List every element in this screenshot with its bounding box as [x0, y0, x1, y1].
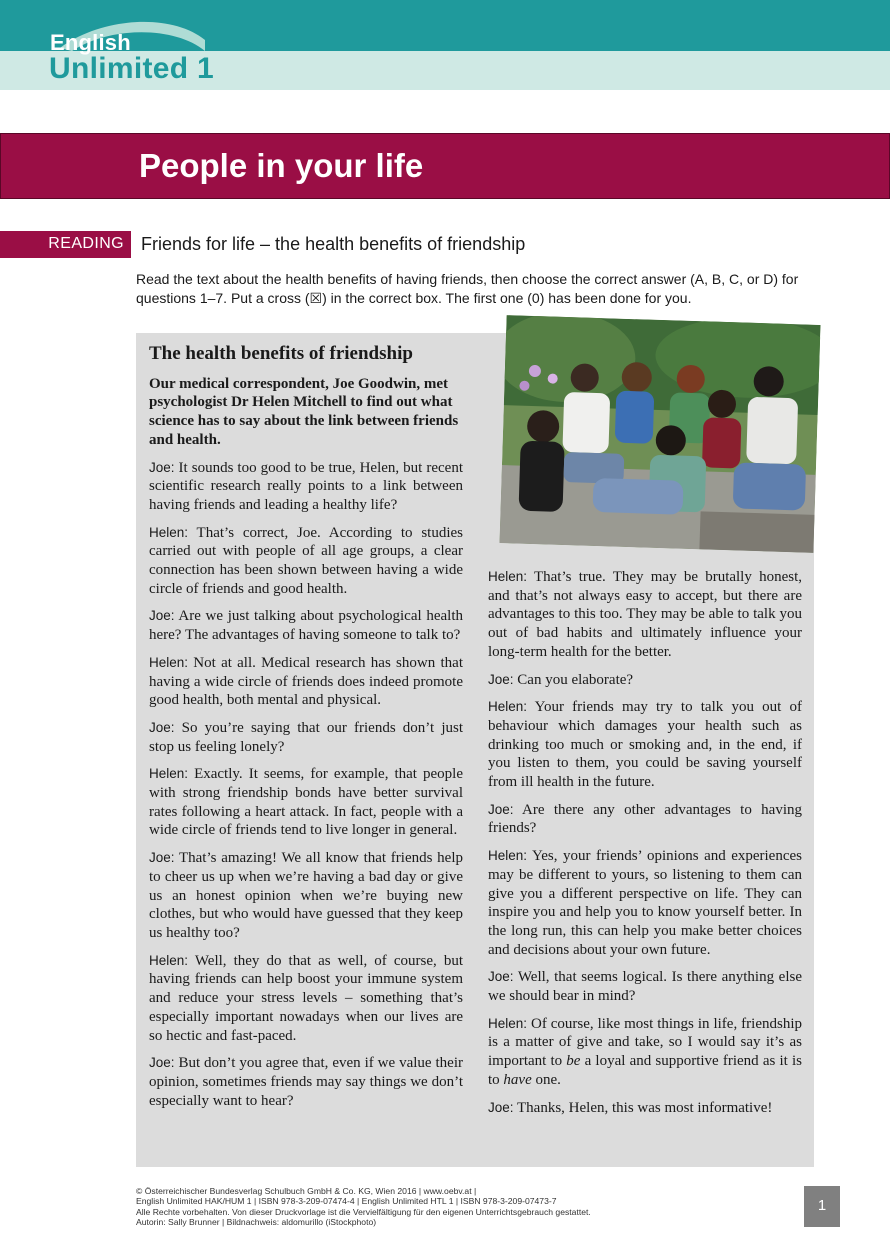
article-right-column — [488, 568, 802, 1126]
header-band — [0, 0, 890, 90]
dialogue-line — [149, 654, 463, 710]
dialogue-text: So you’re saying that our friends don’t just stop us feeling lonely? — [149, 719, 463, 755]
reading-tag — [0, 231, 131, 258]
dialogue-line — [149, 1054, 463, 1110]
speaker-label: Joe: — [488, 969, 514, 985]
dialogue-line — [488, 1099, 802, 1118]
dialogue-text: Your friends may try to talk you out of behaviour which damages your health such as drinking too much or smoking and, in the end, if you listen to them, you could be saving yourself from ill health in the future. — [488, 699, 802, 791]
section-title: Friends for life – the health benefits of friendship — [141, 234, 526, 254]
speaker-label: Joe: — [488, 671, 514, 687]
dialogue-line — [488, 568, 802, 662]
reading-tag-label: READING — [48, 235, 124, 252]
speaker-label: Helen: — [149, 524, 189, 540]
dialogue-text: Are there any other advantages to having friends? — [488, 801, 802, 837]
dialogue-line — [149, 952, 463, 1046]
dialogue-text: That’s correct, Joe. According to studies carried out with people of all age groups, a clear connection has been shown between having a wide circle of friends and good health. — [149, 524, 463, 597]
dialogue-line — [488, 801, 802, 838]
dialogue-line — [488, 1015, 802, 1090]
speaker-label: Joe: — [149, 850, 175, 866]
dialogue-line — [149, 607, 463, 644]
speaker-label: Joe: — [149, 459, 175, 475]
footer-line: Alle Rechte vorbehalten. Von dieser Druckvorlage ist die Vervielfältigung für den eigenen Unterrichtsgebrauch gestattet. — [136, 1206, 591, 1217]
article-intro: Our medical correspondent, Joe Goodwin, met psychologist Dr Helen Mitchell to find out what science has to say about the link between friends and health. — [149, 375, 459, 448]
dialogue-text: Yes, your friends’ opinions and experiences may be different to yours, so listening to them can give you a different perspective on life. They can inspire you and help you to know yourself better. In the long run, this can help you make better choices and decisions about your own future. — [488, 848, 802, 958]
page-title: People in your life — [139, 147, 424, 184]
speaker-label: Helen: — [149, 766, 189, 782]
footer-line: English Unlimited HAK/HUM 1 | ISBN 978-3-209-07474-4 | English Unlimited HTL 1 | ISBN 978-3-209-07473-7 — [136, 1196, 557, 1207]
page-number: 1 — [817, 1197, 827, 1214]
dialogue-line — [488, 847, 802, 959]
dialogue-text: Not at all. Medical research has shown that having a wide circle of friends does indeed promote good health, both mental and physical. — [149, 654, 463, 709]
dialogue-line — [488, 968, 802, 1005]
dialogue-text: That’s true. They may be brutally honest, and that’s not always easy to accept, but there are advantages to this too. They may be able to talk you out of bad habits and ultimately influence your long-term health for the better. — [488, 569, 802, 660]
dialogue-text: one. — [531, 1071, 561, 1088]
speaker-label: Helen: — [149, 952, 189, 968]
dialogue-text: Well, that seems logical. Is there anything else we should bear in mind? — [488, 969, 802, 1005]
dialogue-text: a loyal and supportive friend as it is to — [488, 1053, 802, 1088]
dialogue-text: That’s amazing! We all know that friends help to cheer us up when we’re having a bad day or give us an honest opinion when we’re buying new clothes, but who would have guessed that they keep us healthy too? — [149, 850, 463, 941]
dialogue-text: Well, they do that as well, of course, but having friends can help boost your immune system and reduce your stress levels – something that’s especially important nowadays when our lives are so hectic and fast-paced. — [149, 952, 463, 1044]
dialogue-line — [488, 671, 802, 690]
dialogue-line — [149, 524, 463, 599]
dialogue-line — [149, 459, 463, 515]
speaker-label: Helen: — [149, 654, 189, 670]
article-title: The health benefits of friendship — [149, 343, 413, 364]
logo-english: English — [50, 30, 131, 55]
dialogue-text: Are we just talking about psychological health here? The advantages of having someone to talk to? — [149, 608, 463, 644]
footer-line: © Österreichischer Bundesverlag Schulbuch GmbH & Co. KG, Wien 2016 | www.oebv.at | — [136, 1186, 477, 1196]
speaker-label: Joe: — [149, 608, 175, 624]
dialogue-text: Exactly. It seems, for example, that people with strong friendship bonds have better survival rates following a heart attack. In fact, people with a wide circle of friends tend to live longer in general. — [149, 766, 463, 839]
speaker-label: Helen: — [488, 848, 528, 864]
dialogue-line — [149, 849, 463, 943]
article-left-column — [149, 345, 463, 1119]
dialogue-text: But don’t you agree that, even if we value their opinion, sometimes friends may say things we don’t especially want to hear? — [149, 1055, 463, 1109]
dialogue-line — [149, 719, 463, 756]
dialogue-text: It sounds too good to be true, Helen, but recent scientific research really points to a link between having friends and leading a healthy life? — [149, 459, 463, 513]
speaker-label: Helen: — [488, 1015, 528, 1031]
speaker-label: Helen: — [488, 569, 528, 584]
speaker-label: Joe: — [149, 1055, 175, 1071]
dialogue-line — [488, 698, 802, 792]
task-instructions: Read the text about the health benefits of having friends, then choose the correct answer (A, B, C, or D) for questions 1–7. Put a cross (☒) in the correct box. The first one (0) has been done for you. — [136, 271, 799, 306]
left-dialogue — [149, 459, 463, 1111]
footer-line: Autorin: Sally Brunner | Bildnachweis: aldomurillo (iStockphoto) — [136, 1217, 377, 1228]
dialogue-text: Of course, like most things in life, friendship is a matter of give and take, so I would say it’s as important to — [488, 1015, 802, 1070]
logo-unlimited: Unlimited 1 — [49, 52, 214, 85]
friends-photo — [499, 315, 820, 553]
speaker-label: Helen: — [488, 699, 528, 715]
copyright-footer — [136, 1186, 776, 1228]
emphasis-be: be — [566, 1053, 581, 1070]
page-number-box — [804, 1186, 840, 1227]
dialogue-line — [149, 765, 463, 840]
emphasis-have: have — [503, 1071, 532, 1088]
speaker-label: Joe: — [488, 801, 514, 817]
speaker-label: Joe: — [149, 719, 175, 735]
dialogue-text: Can you elaborate? — [513, 671, 634, 688]
dialogue-text: Thanks, Helen, this was most informative! — [513, 1099, 773, 1116]
speaker-label: Joe: — [488, 1099, 514, 1115]
unit-title-bar — [0, 133, 890, 199]
